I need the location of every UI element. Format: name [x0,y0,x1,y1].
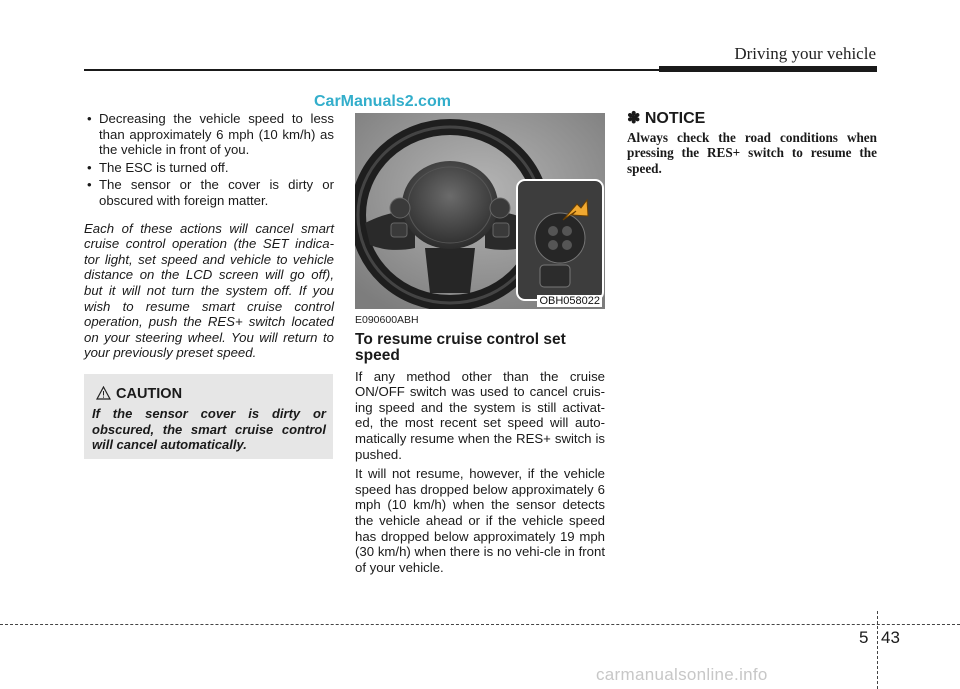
condition-list [84,111,334,209]
right-column [627,111,877,176]
list-item: • The sensor or the cover is dirty or obscured with foreign matter. [84,177,334,208]
steering-wheel-illustration [355,113,605,309]
warning-triangle-icon [96,386,111,405]
figure-code: OBH058022 [539,295,600,307]
caution-box [84,374,333,459]
middle-column [355,313,605,579]
body-paragraph: If any method other than the cruise ON/OFF switch was used to cancel cruis-ing speed and the system is still activat-ed, the most recent set speed will auto-matically resume when the RES+ switch is pushed. [355,368,605,462]
chapter-number: 5 [859,628,869,647]
list-item: • The ESC is turned off. [84,160,334,176]
header-rule [84,69,659,71]
watermark-link-bottom[interactable]: carmanualsonline.info [596,665,768,684]
watermark-link-top[interactable]: CarManuals2.com [314,93,451,110]
header-bar [659,66,877,72]
list-item: • Decreasing the vehicle speed to less than approximately 6 mph (10 km/h) as the vehicle in front of you. [84,111,334,158]
section-heading: To resume cruise control set speed [355,330,566,364]
caution-title: CAUTION [116,386,183,402]
page-number: 43 [881,628,900,647]
body-paragraph: It will not resume, however, if the vehicle speed has dropped below approximately 6 mph (10 km/h) when the sensor detects the vehicle ahead or if the vehicle speed has dropped below approximately 19 mph (30 km/h) when there is no vehi-cle in front of your vehicle. [355,466,605,575]
notice-text: Always check the road conditions when pressing the RES+ switch to resume the speed. [627,129,877,176]
section-title: Driving your vehicle [734,44,876,63]
left-column [84,111,334,361]
notice-title: ✽ NOTICE [627,110,706,127]
steering-wheel-figure [355,113,605,309]
caution-text: If the sensor cover is dirty or obscured, the smart cruise control will cancel automatically. [92,406,326,453]
cancel-explanation: Each of these actions will cancel smart cruise control operation (the SET indica-tor light, set speed and vehicle to vehicle distance on the LCD screen will go off), but it will not turn the system off. If you wish to resume smart cruise control operation, push the RES+ switch located on your steering wheel. You will return to your previously preset speed. [84,220,334,361]
footer-rule [0,624,960,625]
footer-divider [877,611,878,689]
section-code: E090600ABH [355,314,419,326]
